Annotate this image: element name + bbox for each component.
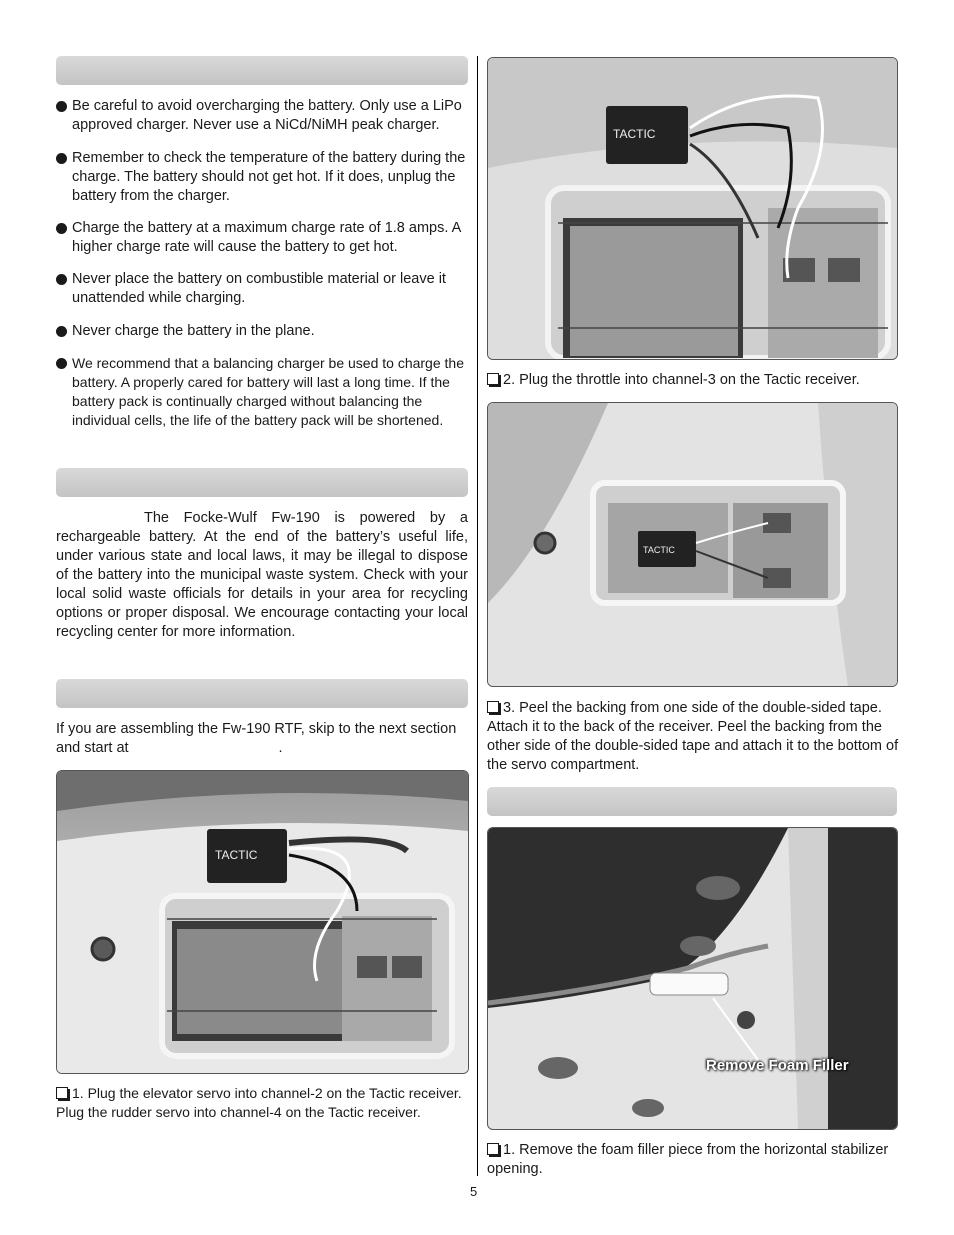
receiver-brand-label: TACTIC <box>215 848 258 862</box>
checkbox-icon[interactable] <box>487 701 499 713</box>
bullet-text: Remember to check the temperature of the battery during the charge. The battery should not get hot. If it does, unplug the battery from the charger. <box>72 150 466 204</box>
bullet-item <box>56 219 470 257</box>
bullet-icon <box>56 153 67 164</box>
bullet-item <box>56 354 470 430</box>
throttle-plug-photo <box>487 57 898 360</box>
checkbox-icon[interactable] <box>56 1087 68 1099</box>
bullet-text: Charge the battery at a maximum charge rate of 1.8 amps. A higher charge rate will cause the battery to get hot. <box>72 220 461 255</box>
foam-filler-label: Remove Foam Filler <box>706 1057 849 1074</box>
bullet-text: Never charge the battery in the plane. <box>72 323 315 339</box>
bullet-item <box>56 322 470 341</box>
section-header-bar <box>56 468 468 497</box>
section-header-bar <box>56 56 468 85</box>
bullet-icon <box>56 358 67 369</box>
checkbox-icon[interactable] <box>487 1143 499 1155</box>
bullet-icon <box>56 274 67 285</box>
receiver-mounted-photo <box>487 402 898 687</box>
step-caption: 1. Remove the foam filler piece from the horizontal stabilizer opening. <box>487 1142 889 1177</box>
skip-instruction <box>56 720 470 758</box>
column-divider <box>477 56 478 1176</box>
bullet-text: Be careful to avoid overcharging the battery. Only use a LiPo approved charger. Never use a NiCd/NiMH peak charger. <box>72 98 462 133</box>
receiver-brand-label: TACTIC <box>643 545 675 555</box>
bullet-text: We recommend that a balancing charger be used to charge the battery. A properly cared for battery will last a long time. If the battery pack is continually charged without balancing the individual cells, the life of the battery pack will be shortened. <box>72 355 464 428</box>
bullet-icon <box>56 101 67 112</box>
step-caption: 1. Plug the elevator servo into channel-2 on the Tactic receiver. Plug the rudder servo into channel-4 on the Tactic receiver. <box>56 1085 462 1120</box>
bullet-item <box>56 270 470 308</box>
skip-line-1: If you are assembling the Fw-190 RTF, skip to the next section <box>56 721 457 737</box>
receiver-install-photo <box>56 770 469 1074</box>
disposal-paragraph: The Focke-Wulf Fw-190 is powered by a rechargeable battery. At the end of the battery’s useful life, under various state and local laws, it may be illegal to dispose of the battery into the municipal waste system. Check with your local solid waste officials for details in your area for recycling options or proper disposal. We encourage contacting your local recycling center for more information. <box>56 510 468 640</box>
section-header-bar <box>56 679 468 708</box>
step-caption: 2. Plug the throttle into channel-3 on the Tactic receiver. <box>487 371 899 390</box>
section-header-bar <box>487 787 897 816</box>
tail-foam-filler-photo <box>487 827 898 1130</box>
bullet-icon <box>56 223 67 234</box>
step-caption: 3. Peel the backing from one side of the double-sided tape. Attach it to the back of the receiver. Peel the backing from the other side of the double-sided tape and attach it to the bottom of the servo compartment. <box>487 700 899 773</box>
page-number: 5 <box>470 1184 478 1199</box>
receiver-brand-label: TACTIC <box>613 127 656 141</box>
bullet-item <box>56 97 470 135</box>
bullet-text: Never place the battery on combustible material or leave it unattended while charging. <box>72 271 446 306</box>
bullet-item <box>56 149 470 206</box>
skip-line-2: and start at . <box>56 740 283 756</box>
bullet-icon <box>56 326 67 337</box>
checkbox-icon[interactable] <box>487 373 499 385</box>
